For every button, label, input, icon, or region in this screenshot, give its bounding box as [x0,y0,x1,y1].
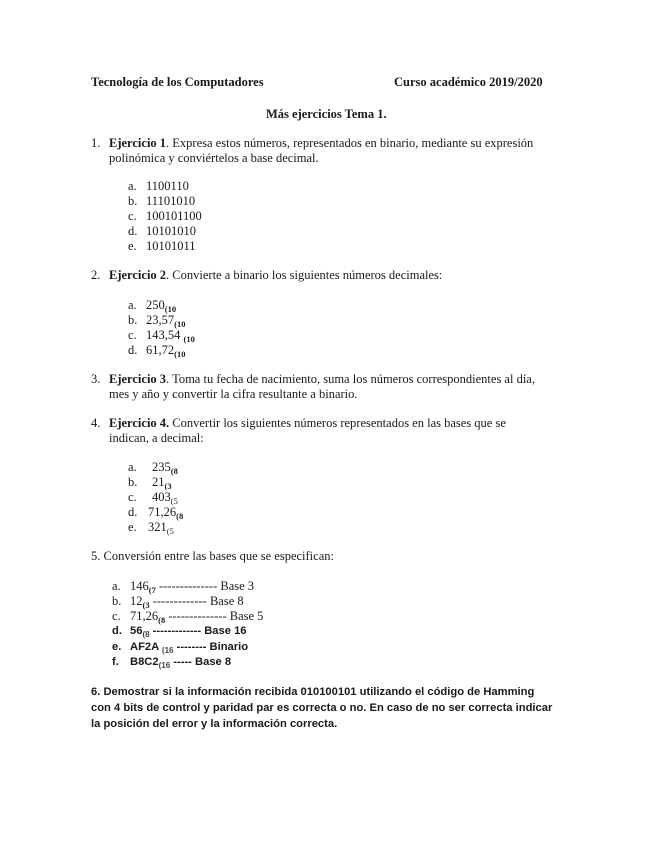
ex2-item-a [128,298,176,313]
ex1-text2: polinómica y conviértelos a base decimal. [109,151,319,165]
item-target: ------------- Base 8 [149,594,244,608]
ex3-text1: . Toma tu fecha de nacimiento, suma los números correspondientes al día, [166,372,535,386]
ex1-item-b [128,194,195,209]
item-marker: e. [128,239,137,253]
item-marker: a. [128,179,137,193]
item-target: -------------- Base 3 [155,579,255,593]
ex4-label: Ejercicio 4. [109,416,170,430]
item-base: (16 [161,646,174,655]
item-value: 321 [148,520,167,534]
item-marker: c. [128,328,137,342]
ex2-number: 2. [91,268,101,282]
item-marker: b. [128,313,138,327]
ex2-label: Ejercicio 2 [109,268,167,282]
item-value: 12 [130,594,143,608]
ex4-text2: indican, a decimal: [109,431,204,445]
ex6-line1: 6. Demostrar si la información recibida 010100101 utilizando el código de Hamming [91,686,535,698]
item-marker: e. [112,641,122,653]
ex1-line1 [109,136,533,151]
item-target: -------- Binario [173,641,249,653]
item-base: (3 [164,481,172,491]
item-base: (5 [170,496,178,506]
item-marker: d. [128,343,138,357]
item-marker: a. [128,460,137,474]
item-marker: b. [128,475,138,489]
item-marker: c. [128,490,137,504]
item-target: ------------- Base 16 [149,625,247,637]
item-base: (8 [170,466,178,476]
item-base: (3 [142,600,150,610]
ex4-text1: Convertir los siguientes números representados en las bases que se [169,416,506,430]
ex5-item-f [112,656,231,668]
item-marker: d. [112,625,122,637]
item-base: (8 [176,511,184,521]
item-base: (7 [148,585,156,595]
item-value: 100101100 [146,209,202,223]
ex5-item-e [112,641,248,653]
ex3-number: 3. [91,372,101,386]
ex1-item-a [128,179,189,194]
ex2-item-d [128,343,185,358]
item-target: ----- Base 8 [170,656,232,668]
ex5-item-c [112,609,263,624]
item-base: (8 [158,615,166,625]
item-value: 146 [130,579,149,593]
item-base: (10 [174,349,186,359]
page-title: Más ejercicios Tema 1. [266,107,387,121]
item-value: B8C2 [130,656,159,668]
ex3-text2: mes y año y convertir la cifra resultante a binario. [109,387,358,401]
item-value: 71,26 [148,505,177,519]
item-value: 10101011 [146,239,196,253]
item-marker: b. [128,194,138,208]
academic-year: Curso académico 2019/2020 [394,75,543,89]
item-value: 1100110 [146,179,189,193]
item-base: (10 [164,304,177,314]
ex1-label: Ejercicio 1 [109,136,167,150]
item-marker: e. [128,520,137,534]
ex5-title: 5. Conversión entre las bases que se especifican: [91,549,334,563]
ex1-item-d [128,224,196,239]
item-marker: d. [128,224,138,238]
ex1-text1: . Expresa estos números, representados en binario, mediante su expresión [166,136,534,150]
item-value: 143,54 [146,328,181,342]
item-value: 61,72 [146,343,175,357]
item-value: 71,26 [130,609,159,623]
item-value: 250 [146,298,165,312]
item-target: -------------- Base 5 [165,609,264,623]
item-value: 235 [152,460,171,474]
ex4-item-a [128,460,178,475]
ex4-item-e [128,520,174,535]
item-base: (10 [183,334,195,344]
ex2-item-c [128,328,195,343]
item-marker: a. [112,579,121,593]
ex4-item-b [128,475,172,490]
item-marker: a. [128,298,137,312]
ex4-number: 4. [91,416,101,430]
ex4-item-c [128,490,178,505]
item-marker: c. [112,609,121,623]
ex3-label: Ejercicio 3 [109,372,167,386]
item-value: 23,57 [146,313,175,327]
item-value: AF2A [130,641,162,653]
item-value: 11101010 [146,194,196,208]
item-value: 21 [152,475,165,489]
ex5-item-a [112,579,254,594]
ex2-item-b [128,313,185,328]
ex1-number: 1. [91,136,101,150]
item-value: 403 [152,490,171,504]
item-marker: b. [112,594,122,608]
ex3-line1 [109,372,535,387]
item-base: (10 [174,319,186,329]
ex2-line [109,268,442,283]
item-base: (5 [166,526,174,536]
ex5-item-d [112,625,247,637]
item-marker: f. [112,656,119,668]
item-value: 10101010 [146,224,196,238]
ex5-item-b [112,594,244,609]
ex1-item-c [128,209,202,224]
ex1-item-e [128,239,196,254]
item-marker: c. [128,209,137,223]
item-base: (8 [142,630,150,639]
item-base: (16 [158,661,171,670]
item-value: 56 [130,625,143,637]
course-name: Tecnología de los Computadores [91,75,264,89]
ex4-item-d [128,505,183,520]
ex6-line3: la posición del error y la información correcta. [91,718,338,730]
item-marker: d. [128,505,138,519]
ex2-text: . Convierte a binario los siguientes números decimales: [166,268,443,282]
ex6-line2: con 4 bits de control y paridad par es correcta o no. En caso de no ser correcta indicar [91,702,553,714]
ex4-line1 [109,416,506,431]
